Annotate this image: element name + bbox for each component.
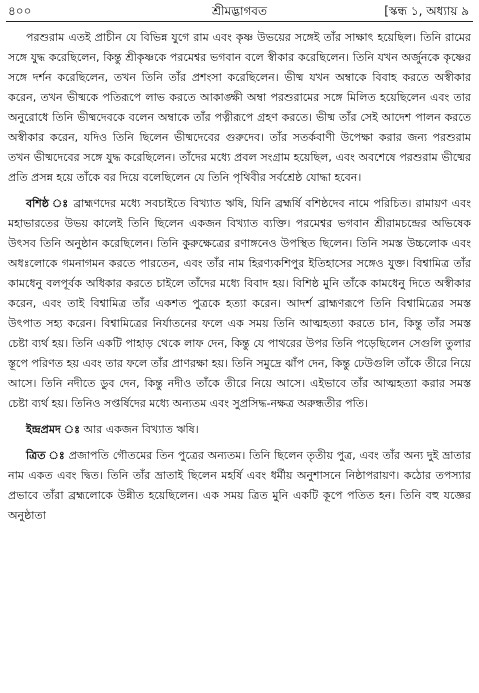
paragraph-parashurama xyxy=(8,28,471,188)
running-title: শ্রীমদ্ভাগবত xyxy=(211,4,267,18)
entry-term: ইন্দ্রপ্রমদ ঃ xyxy=(26,423,80,436)
chapter-reference: [স্কন্ধ ১, অধ্যায় ৯ xyxy=(384,4,469,18)
paragraph-indrapramada xyxy=(8,420,471,440)
paragraph-text: পরশুরাম এতই প্রাচীন যে বিভিন্ন যুগে রাম এবং কৃষ্ণ উভয়ের সঙ্গেই তাঁর সাক্ষাৎ হয়েছিল। তিনি রামের সঙ্গে যুদ্ধ করেছিলেন, কিন্তু শ্রীকৃষ্ণকে পরমেশ্বর ভগবান বলে স্বীকার করেছিলেন। তিনি যখন অর্জুনকে কৃষ্ণের সঙ্গে দর্শন করেছিলেন, তখন তিনি তাঁর প্রশংসা করেছিলেন। ভীষ্ম যখন অম্বাকে বিবাহ করতে অস্বীকার করেন, তখন ভীষ্মকে পতিরূপে লাভ করতে আকাঙ্ক্ষী অম্বা পরশুরামের সঙ্গে মিলিত হয়েছিলেন এবং তার অনুরোধে তিনি ভীষ্মদেবকে বলেন অম্বাকে তাঁর পত্নীরূপে গ্রহণ করতে। ভীষ্ম তাঁর সেই আদেশ পালন করতে অস্বীকার করেন, যদিও তিনি ছিলেন ভীষ্মদেবের গুরুদেব। তাঁর সতর্কবাণী উপেক্ষা করার জন্য পরশুরাম তখন ভীষ্মদেবের সঙ্গে যুদ্ধ করেছিলেন। তাঁদের মধ্যে প্রবল সংগ্রাম হয়েছিল, এবং অবশেষে পরশুরাম ভীষ্মের প্রতি প্রসন্ন হয়ে তাঁকে বর দিয়ে বলেছিলেন যে তিনি পৃথিবীর সর্বশ্রেষ্ঠ যোদ্ধা হবেন। xyxy=(8,31,471,184)
paragraph-text: ব্রাহ্মণদের মধ্যে সবচাইতে বিখ্যাত ঋষি, যিনি ব্রহ্মর্ষি বশিষ্ঠদেব নামে পরিচিত। রামায়ণ এবং মহাভারতের উভয় কালেই তিনি ছিলেন একজন বিখ্যাত ব্যক্তি। পরমেশ্বর ভগবান শ্রীরামচন্দ্রের অভিষেক উৎসব তিনি অনুষ্ঠান করেছিলেন। তিনি কুরুক্ষেত্রের রণাঙ্গনেও উপস্থিত ছিলেন। তিনি সমস্ত উচ্চলোক এবং অধঃলোকে গমনাগমন করতে পারতেন, এবং তাঁর নাম হিরণ্যকশিপুর ইতিহাসের সঙ্গেও যুক্ত। বিশ্বামিত্র তাঁর কামধেনু বলপূর্বক অধিকার করতে চাইলে তাঁদের মধ্যে বিবাদ হয়। বিশিষ্ঠ মুনি তাঁকে কামধেনু দিতে অস্বীকার করেন, এবং তাই বিশ্বামিত্র তাঁর একশত পুত্রকে হত্যা করেন। আদর্শ ব্রাহ্মণরূপে তিনি বিশ্বামিত্রের সমস্ত উৎপাত সহ্য করেন। বিশ্বামিত্রের নির্যাতনের ফলে এক সময় তিনি আত্মহত্যা করতে চান, কিন্তু তাঁর সমস্ত চেষ্টা ব্যর্থ হয়। তিনি একটি পাহাড় থেকে লাফ দেন, কিন্তু যে পাথরের উপর তিনি পড়েছিলেন সেগুলি তুলার স্তূপে পরিণত হয় এবং তার ফলে তাঁর প্রাণরক্ষা হয়। তিনি সমুদ্রে ঝাঁপ দেন, কিন্তু ঢেউগুলি তাঁকে তীরে নিয়ে আসে। তিনি নদীতে ডুব দেন, কিন্তু নদীও তাঁকে তীরে নিয়ে আসে। এইভাবে তাঁর আত্মহত্যা করার সমস্ত চেষ্টা ব্যর্থ হয়। তিনিও সপ্তর্ষিদের মধ্যে অন্যতম এবং সুপ্রসিদ্ধ-নক্ষত্র অরুন্ধতীর পতি। xyxy=(8,197,471,410)
page-header xyxy=(0,0,479,22)
page-number: ৪০০ xyxy=(8,4,32,18)
page-body xyxy=(8,28,471,532)
header-rule xyxy=(6,21,473,22)
paragraph-text: আর একজন বিখ্যাত ঋষি। xyxy=(83,423,199,436)
paragraph-vasishtha xyxy=(8,194,471,414)
entry-term: ত্রিত ঃ xyxy=(26,449,65,462)
paragraph-text: প্রজাপতি গৌতমের তিন পুত্রের অন্যতম। তিনি ছিলেন তৃতীয় পুত্র, এবং তাঁর অন্য দুই ভ্রাতার নাম একত এবং দ্বিত। তিনি তাঁর ভ্রাতাই ছিলেন মহর্ষি এবং ধর্মীয় অনুশাসনে নিষ্ঠাপরায়ণ। কঠোর তপস্যার প্রভাবে তাঁরা ব্রহ্মলোকে উন্নীত হয়েছিলেন। এক সময় ত্রিত মুনি একটি কূপে পতিত হন। তিনি বহু যজ্ঞের অনুষ্ঠাতা xyxy=(8,449,471,522)
entry-term: বশিষ্ঠ ঃ xyxy=(26,197,69,210)
paragraph-trita xyxy=(8,446,471,526)
